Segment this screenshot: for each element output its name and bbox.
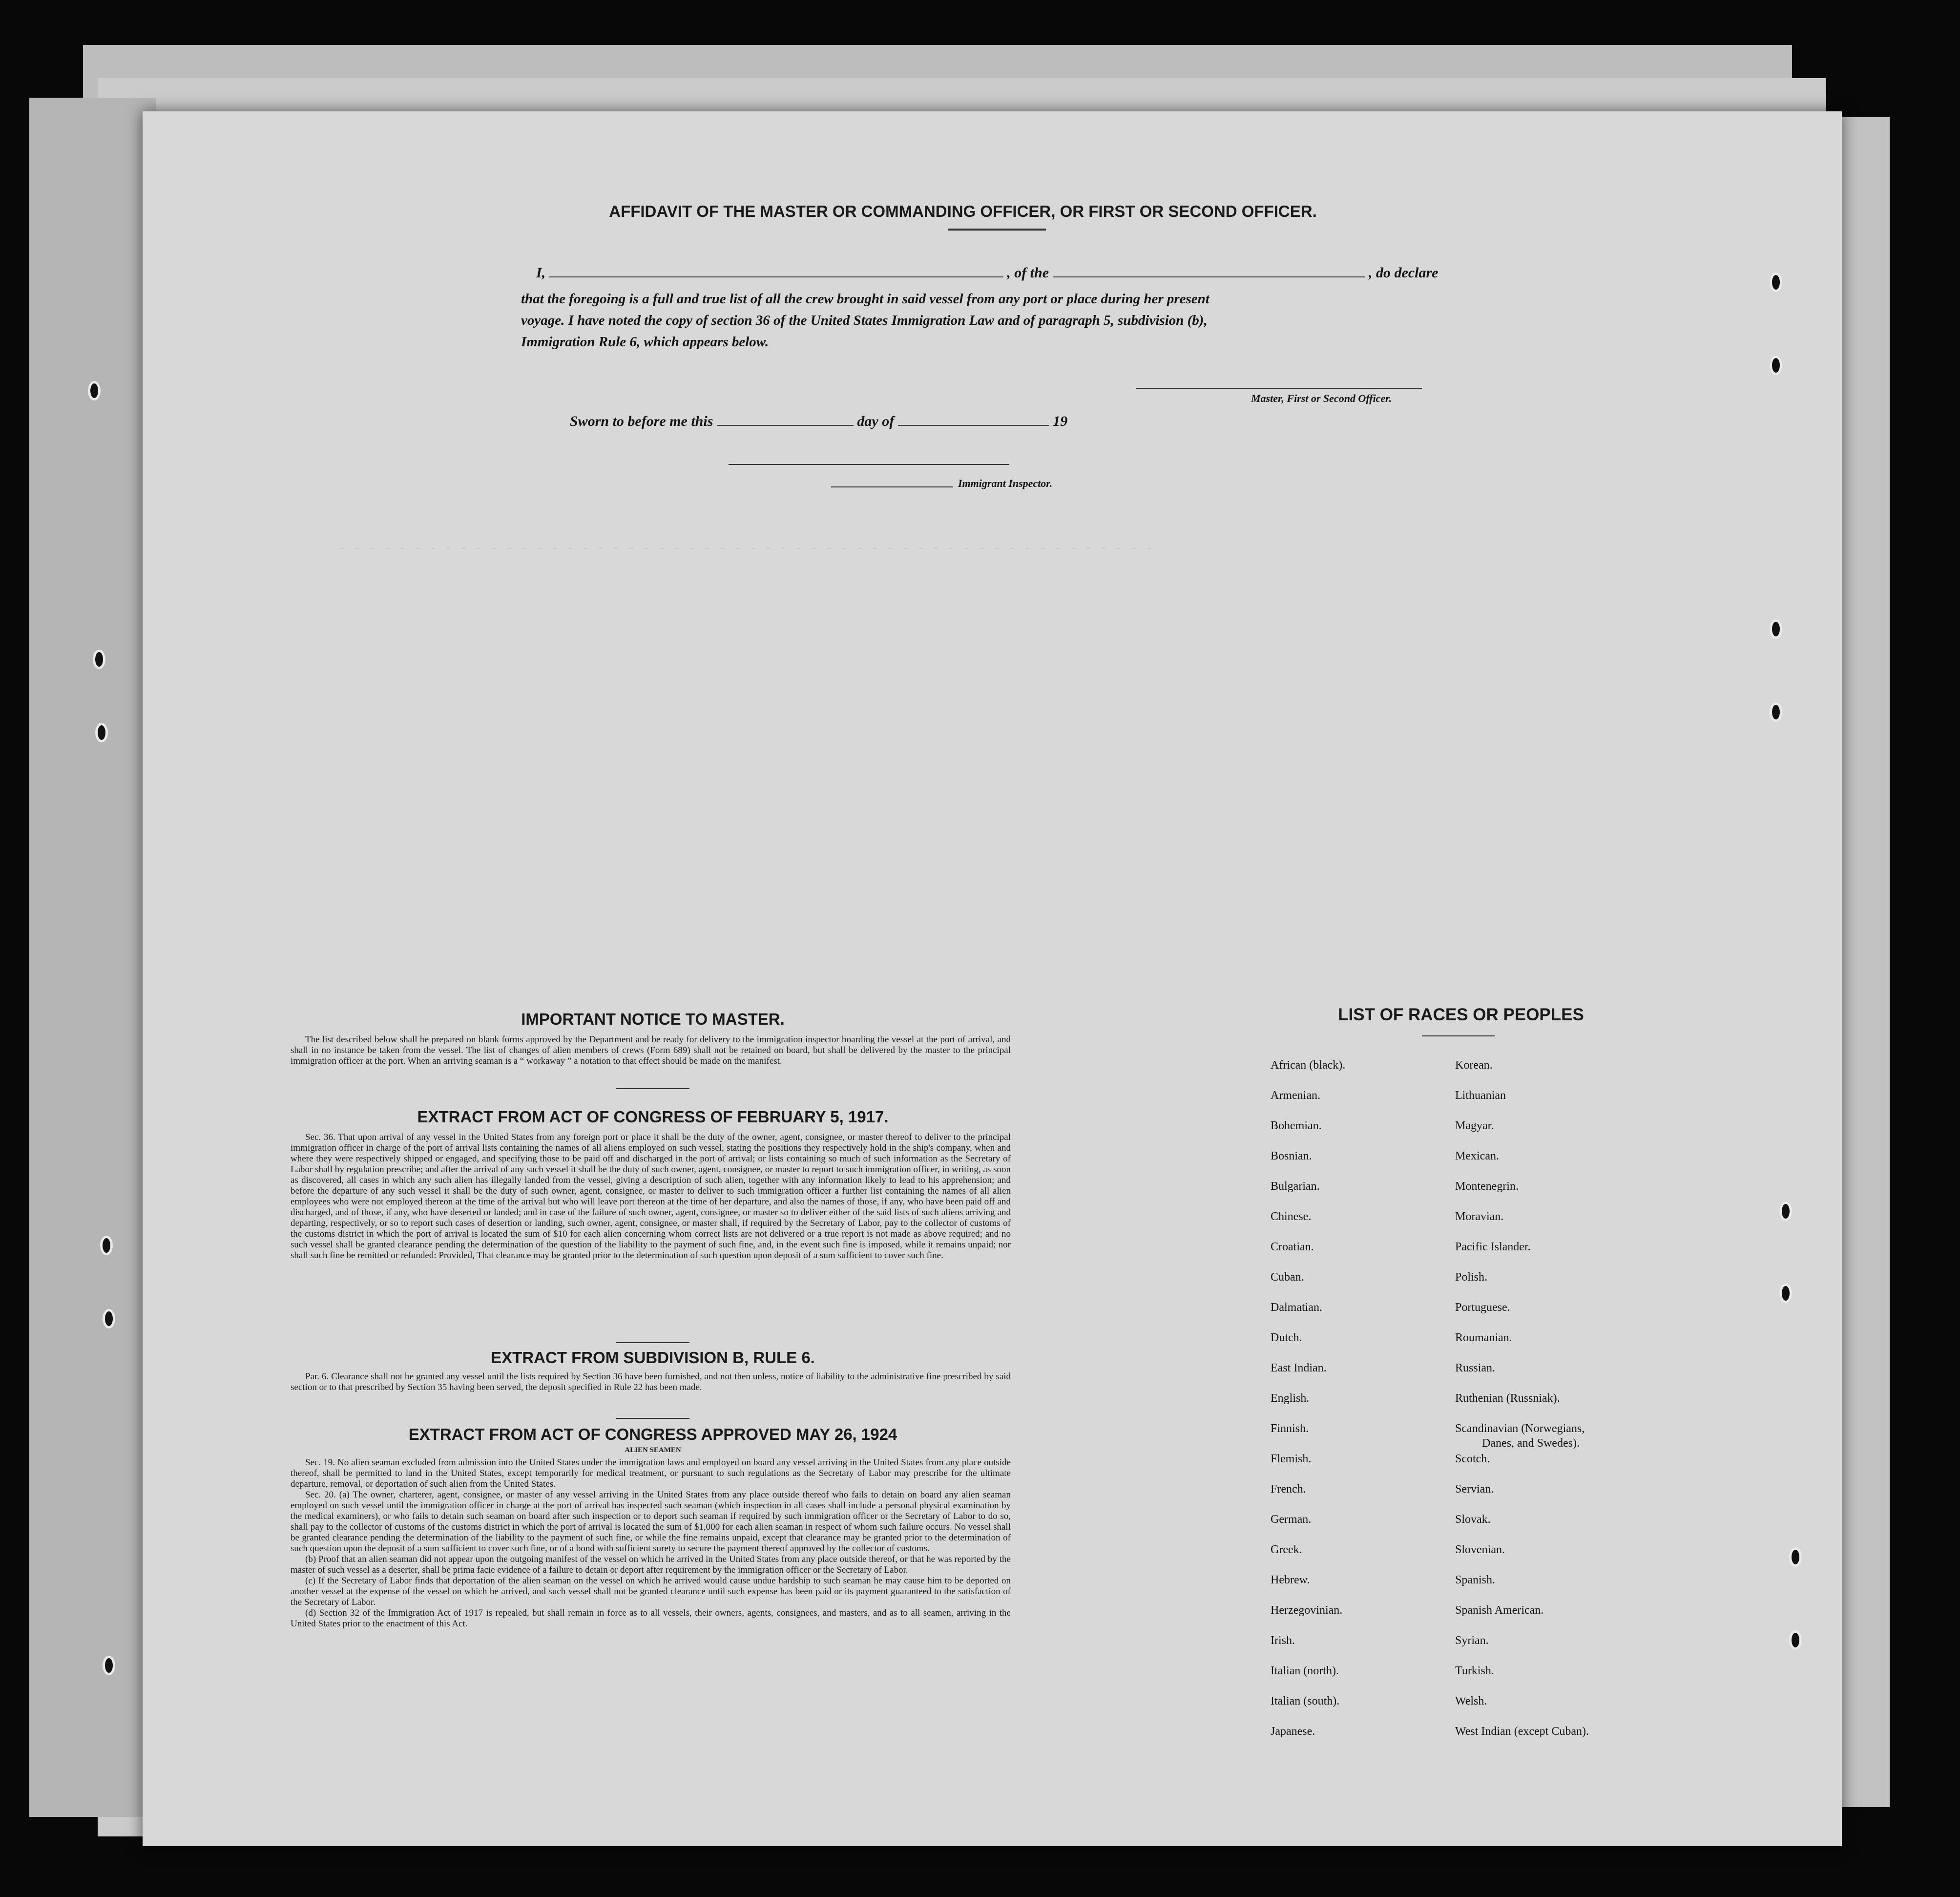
race-item: Scandinavian (Norwegians, [1455, 1422, 1585, 1435]
affidavit-line-4: Immigration Rule 6, which appears below. [521, 334, 769, 350]
extract-1924-paragraph: (d) Section 32 of the Immigration Act of 1917 is repealed, but shall remain in force as to all vessels, their owners, agents, consignees, and masters, and as to all seamen, arriving in the United States prior to the enactment of this Act. [291, 1608, 1011, 1629]
punch-hole-icon [95, 723, 108, 742]
race-item: Syrian. [1455, 1634, 1489, 1647]
race-item: East Indian. [1271, 1362, 1327, 1374]
race-item: Mexican. [1455, 1150, 1499, 1162]
race-item: Bulgarian. [1271, 1180, 1320, 1193]
race-item: Lithuanian [1455, 1089, 1506, 1102]
race-item: Italian (south). [1271, 1695, 1340, 1707]
race-item: Dalmatian. [1271, 1301, 1322, 1314]
form-page [143, 111, 1842, 1846]
punch-hole-icon [1770, 619, 1782, 639]
extract-1917-title: EXTRACT FROM ACT OF CONGRESS OF FEBRUARY 5, 1917. [417, 1108, 889, 1126]
race-item: French. [1271, 1483, 1306, 1496]
race-item: Portuguese. [1455, 1301, 1510, 1314]
punch-hole-icon [100, 1236, 113, 1255]
race-item: Finnish. [1271, 1422, 1309, 1435]
year-label: 19 [1053, 413, 1068, 429]
affidavit-title-rule [948, 229, 1046, 231]
extract-1924-paragraph: Sec. 20. (a) The owner, charterer, agent, consignee, or master of any vessel arriving in the United States from any place outside thereof who fails to detain on board any alien seaman employed on such vessel until the immigration officer in charge at the port of arrival has inspected such seaman (which inspection in all cases shall include a personal physical examination by the medical examiners), or who fails to detain such seaman on board after such inspection or to deport such seaman if required by such immigration officer or the Secretary of Labor to do so, shall pay to the collector of customs of the customs district in which the port of arrival is located the sum of $1,000 for each alien seaman in respect of whom such failure occurs. No vessel shall be granted clearance pending the determination of the liability to the payment of such fine, or while the fine remains unpaid, except that clearance may be granted prior to the determination of such question upon the deposit of a sum sufficient to cover such fine, or of a bond with sufficient surety to secure the payment thereof approved by the collector of customs. [291, 1490, 1011, 1554]
sworn-day-blank-field[interactable] [717, 410, 854, 426]
punch-hole-icon [1770, 273, 1782, 292]
punch-hole-icon [1779, 1201, 1792, 1221]
notice-title: IMPORTANT NOTICE TO MASTER. [521, 1010, 785, 1028]
races-right-column [1455, 1058, 1589, 1754]
race-item: Herzegovinian. [1271, 1604, 1343, 1617]
race-item: Roumanian. [1455, 1331, 1512, 1344]
race-item: Chinese. [1271, 1210, 1312, 1223]
day-of-label: day of [857, 413, 895, 429]
race-item: German. [1271, 1513, 1312, 1526]
race-item: Turkish. [1455, 1665, 1494, 1677]
race-item: Italian (north). [1271, 1665, 1339, 1677]
race-item: Pacific Islander. [1455, 1241, 1531, 1253]
affidavit-declaration-line [536, 262, 1438, 281]
punch-hole-icon [103, 1656, 115, 1675]
race-item: West Indian (except Cuban). [1455, 1725, 1589, 1738]
race-item: Dutch. [1271, 1331, 1302, 1344]
race-item: Bosnian. [1271, 1150, 1312, 1162]
bleed-through-text: - - - - - - - - - - - - - - - - - - - - - - - - - - - - - - - - - - - - - - - - - - - - - - - - - - - - - - [338, 541, 1153, 556]
notice-body [291, 1034, 1011, 1067]
extract-rule6-rule [616, 1418, 689, 1419]
race-item: English. [1271, 1392, 1310, 1405]
race-item: Magyar. [1455, 1119, 1494, 1132]
punch-hole-icon [1789, 1630, 1802, 1650]
race-item: Montenegrin. [1455, 1180, 1519, 1193]
inspector-caption: Immigrant Inspector. [958, 477, 1053, 489]
race-item: Slovenian. [1455, 1543, 1505, 1556]
race-item: Welsh. [1455, 1695, 1487, 1707]
extract-1924-paragraph: (b) Proof that an alien seaman did not appear upon the outgoing manifest of the vessel on which he arrived in the United States from any place outside thereof, or that he was reported by the master of such vessel as a deserter, shall be prima facie evidence of a failure to detain or deport after requirement by the immigration officer or the Secretary of Labor. [291, 1554, 1011, 1575]
extract-1917-paragraph: Sec. 36. That upon arrival of any vessel in the United States from any foreign port or place it shall be the duty of the owner, agent, consignee, or master thereof to deliver to the principal immigration officer in charge of the port of arrival lists containing the names of all aliens employed on such vessel, stating the positions they respectively hold in the ship's company, when and where they were respectively shipped or engaged, and specifying those to be paid off and discharged in the port of arrival; or lists containing so much of such information as the Secretary of Labor shall by regulation prescribe; and after the arrival of any such vessel it shall be the duty of such owner, agent, consignee, or master to report to such immigration officer, in writing, as soon as discovered, all cases in which any such alien has illegally landed from the vessel, giving a description of such alien, together with any information likely to lead to his apprehension; and before the departure of any such vessel it shall be the duty of such owner, agent, consignee, or master to deliver to such immigration officer a further list containing the names of all alien employees who were not employed thereon at the time of the arrival but who will leave port thereon at the time of her departure, and also the names of those, if any, who have been paid off and discharged, and of those, if any, who have deserted or landed; and in case of the failure of such owner, agent, consignee, or master so to deliver either of the said lists of such aliens arriving and departing, respectively, or so to report such cases of desertion or landing, such owner, agent, consignee, or master shall, if required by the Secretary of Labor, pay to the collector of customs of the customs district in which the port of arrival is located the sum of $10 for each alien concerning whom correct lists are not delivered or a true report is not made as above required; and no such vessel shall be granted clearance pending the determination of the question of the liability to the payment of such fine, and, in the event such fine is imposed, while it remains unpaid; nor shall such fine be remitted or refunded: Provided, That clearance may be granted prior to the determination of such question upon deposit of a sum sufficient to cover such fine. [291, 1132, 1011, 1261]
race-item: Armenian. [1271, 1089, 1320, 1102]
race-item: Slovak. [1455, 1513, 1491, 1526]
inspector-signature-line[interactable] [729, 464, 1009, 465]
notice-paragraph: The list described below shall be prepared on blank forms approved by the Department and be ready for delivery to the immigration inspector boarding the vessel at the port of arrival, and shall in no instance be taken from the vessel. The list of changes of alien members of crews (Form 689) shall not be retained on board, but shall be delivered by the master to the principal immigration officer at the port. When an arriving seaman is a “ workaway ” a notation to that effect should be made on the manifest. [291, 1034, 1011, 1066]
back-sheet-left [29, 98, 156, 1817]
affidavit-title: AFFIDAVIT OF THE MASTER OR COMMANDING OFFICER, OR FIRST OR SECOND OFFICER. [609, 202, 1317, 220]
extract-1924-paragraph: (c) If the Secretary of Labor finds that deportation of the alien seaman on the vessel on which he arrived would cause undue hardship to such seaman he may cause him to be deported on another vessel at the expense of the vessel on which he arrived, and such vessel shall not be granted clearance until such expense has been paid or its payment guaranteed to the satisfaction of the Secretary of Labor. [291, 1576, 1011, 1607]
race-item: Greek. [1271, 1543, 1302, 1556]
inspector-short-line [831, 486, 953, 487]
signature-line[interactable] [1136, 388, 1422, 389]
race-item: Ruthenian (Russniak). [1455, 1392, 1560, 1405]
extract-1924-body [291, 1457, 1011, 1629]
sworn-line [570, 410, 1067, 430]
affidavit-line-3: voyage. I have noted the copy of section 36 of the United States Immigration Law and of paragraph 5, subdivision (b), [521, 313, 1208, 328]
punch-hole-icon [103, 1309, 115, 1328]
punch-hole-icon [93, 650, 105, 669]
race-item: Moravian. [1455, 1210, 1504, 1223]
race-item: Spanish. [1455, 1574, 1496, 1586]
race-item: Bohemian. [1271, 1119, 1322, 1132]
punch-hole-icon [88, 381, 101, 400]
extract-rule6-paragraph: Par. 6. Clearance shall not be granted any vessel until the lists required by Section 36 have been furnished, and not then unless, notice of liability to the administrative fine prescribed by said section or to that prescribed by Section 35 having been served, the deposit specified in Rule 22 has been made. [291, 1371, 1011, 1392]
race-item: Korean. [1455, 1059, 1493, 1072]
affidavit-line-2: that the foregoing is a full and true list of all the crew brought in said vessel from any port or place during her present [521, 291, 1209, 307]
affidavit-i-label: I, [536, 265, 546, 281]
races-title: LIST OF RACES OR PEOPLES [1338, 1005, 1584, 1024]
race-item: Flemish. [1271, 1453, 1312, 1465]
name-blank-field[interactable] [549, 262, 1003, 277]
vessel-blank-field[interactable] [1053, 262, 1365, 277]
race-item: African (black). [1271, 1059, 1346, 1072]
race-item: Russian. [1455, 1362, 1496, 1374]
punch-hole-icon [1770, 702, 1782, 722]
races-left-column [1271, 1058, 1345, 1754]
races-title-rule [1422, 1035, 1495, 1036]
race-item: Spanish American. [1455, 1604, 1544, 1617]
race-item: Cuban. [1271, 1271, 1304, 1284]
affidavit-do-declare-label: , do declare [1369, 265, 1439, 281]
race-item: Hebrew. [1271, 1574, 1310, 1586]
sworn-month-blank-field[interactable] [898, 410, 1049, 426]
race-item: Scotch. [1455, 1453, 1490, 1465]
extract-1924-paragraph: Sec. 19. No alien seaman excluded from admission into the United States under the immigration laws and employed on board any vessel arriving in the United States from any place outside thereof, shall be permitted to land in the United States, except temporarily for medical treatment, or pursuant to such regulations as the Secretary of Labor may prescribe for the ultimate departure, removal, or deportation of such alien from the United States. [291, 1457, 1011, 1489]
sworn-label: Sworn to before me this [570, 413, 713, 429]
extract-1917-rule [616, 1342, 689, 1343]
signature-caption: Master, First or Second Officer. [1251, 392, 1392, 404]
punch-hole-icon [1779, 1284, 1792, 1303]
race-item: Croatian. [1271, 1241, 1314, 1253]
race-item: Danes, and Swedes). [1482, 1437, 1580, 1450]
affidavit-of-the-label: , of the [1007, 265, 1049, 281]
extract-1917-body [291, 1132, 1011, 1261]
race-item: Polish. [1455, 1271, 1488, 1284]
extract-1924-subtitle: ALIEN SEAMEN [625, 1446, 681, 1454]
punch-hole-icon [1770, 356, 1782, 375]
race-item: Japanese. [1271, 1725, 1315, 1738]
extract-rule6-title: EXTRACT FROM SUBDIVISION B, RULE 6. [491, 1349, 815, 1367]
punch-hole-icon [1789, 1547, 1802, 1567]
extract-1924-title: EXTRACT FROM ACT OF CONGRESS APPROVED MAY 26, 1924 [408, 1425, 897, 1443]
extract-rule6-body [291, 1371, 1011, 1393]
race-item: Irish. [1271, 1634, 1295, 1647]
notice-rule [616, 1088, 689, 1089]
race-item: Servian. [1455, 1483, 1494, 1496]
